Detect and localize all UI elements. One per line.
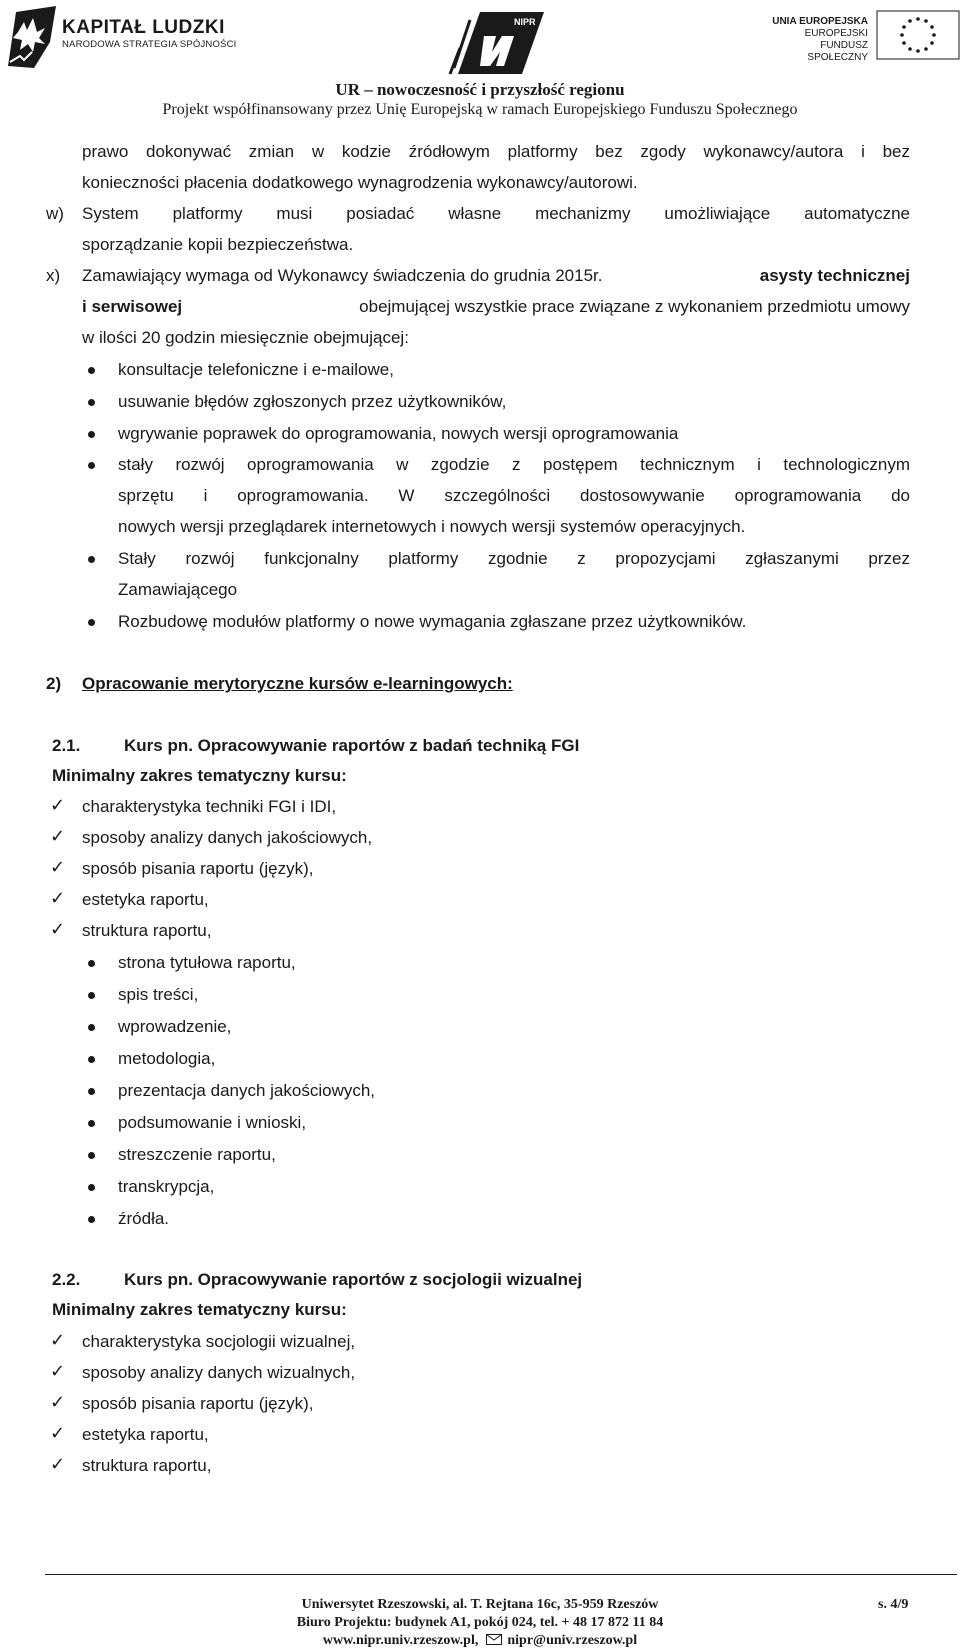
kl-title: KAPITAŁ LUDZKI	[62, 17, 225, 38]
course-topic: struktura raportu,	[82, 1456, 212, 1475]
checkmark-icon: ✓	[50, 1454, 66, 1475]
checkmark-icon: ✓	[50, 826, 66, 847]
course-2-1-title: Kurs pn. Opracowywanie raportów z badań techniką FGI	[124, 736, 580, 755]
course-2-1-number: 2.1.	[52, 736, 81, 755]
checkmark-icon: ✓	[50, 1361, 66, 1382]
structure-item: źródła.	[118, 1209, 170, 1228]
eu-logo	[770, 10, 960, 62]
footer-office: Biuro Projektu: budynek A1, pokój 024, tel. + 48 17 872 11 84	[296, 1615, 664, 1630]
structure-item: metodologia,	[118, 1049, 216, 1068]
course-topic: charakterystyka socjologii wizualnej,	[82, 1332, 356, 1351]
structure-item: transkrypcja,	[118, 1177, 215, 1196]
structure-item: spis treści,	[118, 985, 199, 1004]
header-cofinancing-note: Projekt współfinansowany przez Unię Europejską w ramach Europejskiego Funduszu Społecznego	[162, 101, 798, 118]
ue-line1: UNIA EUROPEJSKA	[772, 16, 868, 27]
item-x-line-2	[82, 297, 910, 317]
item-w-line-2: sporządzanie kopii bezpieczeństwa.	[82, 235, 354, 254]
bullet-icon	[88, 960, 95, 967]
ue-line2: EUROPEJSKI	[804, 28, 868, 39]
item-x-line-2-normal: obejmującej wszystkie prace związane z wykonaniem przedmiotu umowy	[359, 297, 910, 316]
kapital-ludzki-logo	[4, 2, 264, 74]
footer-email-link[interactable]: nipr@univ.rzeszow.pl	[507, 1633, 638, 1648]
checkmark-icon: ✓	[50, 795, 66, 816]
envelope-icon	[486, 1634, 502, 1645]
bullet-icon	[88, 1184, 95, 1191]
item-x-line-2-bold: i serwisowej	[82, 297, 183, 316]
structure-item: podsumowanie i wnioski,	[118, 1113, 307, 1132]
course-topic: charakterystyka techniki FGI i IDI,	[82, 797, 337, 816]
bullet-icon	[88, 1056, 95, 1063]
item-x-line-1-normal: Zamawiający wymaga od Wykonawcy świadczenia do grudnia 2015r.	[82, 266, 603, 285]
checkmark-icon: ✓	[50, 1392, 66, 1413]
kapital-ludzki-emblem-icon	[4, 2, 60, 72]
checkmark-icon: ✓	[50, 1423, 66, 1444]
eu-flag-icon	[876, 10, 960, 60]
footer-website-link[interactable]: www.nipr.univ.rzeszow.pl,	[322, 1633, 479, 1648]
bullet-item: usuwanie błędów zgłoszonych przez użytkowników,	[118, 392, 507, 411]
course-topic: sposoby analizy danych wizualnych,	[82, 1363, 356, 1382]
item-x-marker: x)	[46, 266, 61, 285]
bullet-icon	[88, 1088, 95, 1095]
bullet-item-continuation: nowych wersji przeglądarek internetowych i nowych wersji systemów operacyjnych.	[118, 517, 746, 536]
bullet-icon	[88, 1152, 95, 1159]
bullet-icon	[88, 367, 95, 374]
bullet-item-continuation: sprzętu i oprogramowania. W szczególności dostosowywanie oprogramowania do	[118, 486, 910, 505]
course-topic: sposób pisania raportu (język),	[82, 859, 314, 878]
checkmark-icon: ✓	[50, 857, 66, 878]
course-topic: struktura raportu,	[82, 921, 212, 940]
header-project-title: UR – nowoczesność i przyszłość regionu	[335, 80, 625, 99]
structure-item: strona tytułowa raportu,	[118, 953, 296, 972]
bullet-item: Rozbudowę modułów platformy o nowe wymagania zgłaszane przez użytkowników.	[118, 612, 747, 631]
nipr-label: NIPR	[514, 17, 536, 27]
bullet-item: konsultacje telefoniczne i e-mailowe,	[118, 360, 394, 379]
ue-line3: FUNDUSZ SPOŁECZNY	[807, 40, 868, 63]
bullet-item: Stały rozwój funkcjonalny platformy zgodnie z propozycjami zgłaszanymi przez	[118, 549, 910, 568]
bullet-icon	[88, 1120, 95, 1127]
page-header	[0, 0, 960, 118]
bullet-item: wgrywanie poprawek do oprogramowania, nowych wersji oprogramowania	[118, 424, 679, 443]
page-number: s. 4/9	[878, 1597, 909, 1612]
bullet-icon	[88, 1024, 95, 1031]
item-x-line-3: w ilości 20 godzin miesięcznie obejmującej:	[82, 328, 409, 347]
structure-item: streszczenie raportu,	[118, 1145, 276, 1164]
bullet-item: stały rozwój oprogramowania w zgodzie z postępem technicznym i technologicznym	[118, 455, 910, 474]
bullet-item-continuation: Zamawiającego	[118, 580, 238, 599]
section-2-number: 2)	[46, 674, 62, 693]
course-2-1-scope-label: Minimalny zakres tematyczny kursu:	[52, 766, 347, 785]
bullet-icon	[88, 556, 95, 563]
course-2-2-scope-label: Minimalny zakres tematyczny kursu:	[52, 1300, 347, 1319]
course-topic: estetyka raportu,	[82, 890, 209, 909]
item-x-line-1	[82, 266, 910, 286]
checkmark-icon: ✓	[50, 888, 66, 909]
checkmark-icon: ✓	[50, 919, 66, 940]
structure-item: wprowadzenie,	[118, 1017, 232, 1036]
nipr-logo	[440, 8, 550, 76]
bullet-icon	[88, 619, 95, 626]
bullet-icon	[88, 462, 95, 469]
item-x-line-1-bold: asysty technicznej	[759, 266, 910, 285]
course-2-2-title: Kurs pn. Opracowywanie raportów z socjologii wizualnej	[124, 1270, 583, 1289]
section-2-title: Opracowanie merytoryczne kursów e-learningowych:	[82, 674, 513, 693]
structure-item: prezentacja danych jakościowych,	[118, 1081, 376, 1100]
bullet-icon	[88, 1216, 95, 1223]
course-2-2-number: 2.2.	[52, 1270, 81, 1289]
footer-address: Uniwersytet Rzeszowski, al. T. Rejtana 16c, 35-959 Rzeszów	[301, 1597, 659, 1612]
item-w-line-1: System platformy musi posiadać własne mechanizmy umożliwiające automatyczne	[82, 204, 910, 223]
continuation-line-2: konieczności płacenia dodatkowego wynagrodzenia wykonawcy/autorowi.	[82, 173, 638, 192]
continuation-line-1: prawo dokonywać zmian w kodzie źródłowym platformy bez zgody wykonawcy/autora i bez	[82, 142, 910, 161]
bullet-icon	[88, 431, 95, 438]
bullet-icon	[88, 992, 95, 999]
course-topic: estetyka raportu,	[82, 1425, 209, 1444]
course-topic: sposób pisania raportu (język),	[82, 1394, 314, 1413]
footer-divider	[45, 1574, 957, 1575]
item-w-marker: w)	[46, 204, 64, 223]
footer-contact	[0, 1632, 960, 1650]
bullet-icon	[88, 399, 95, 406]
kl-subtitle: NARODOWA STRATEGIA SPÓJNOŚCI	[62, 39, 237, 50]
course-topic: sposoby analizy danych jakościowych,	[82, 828, 373, 847]
checkmark-icon: ✓	[50, 1330, 66, 1351]
